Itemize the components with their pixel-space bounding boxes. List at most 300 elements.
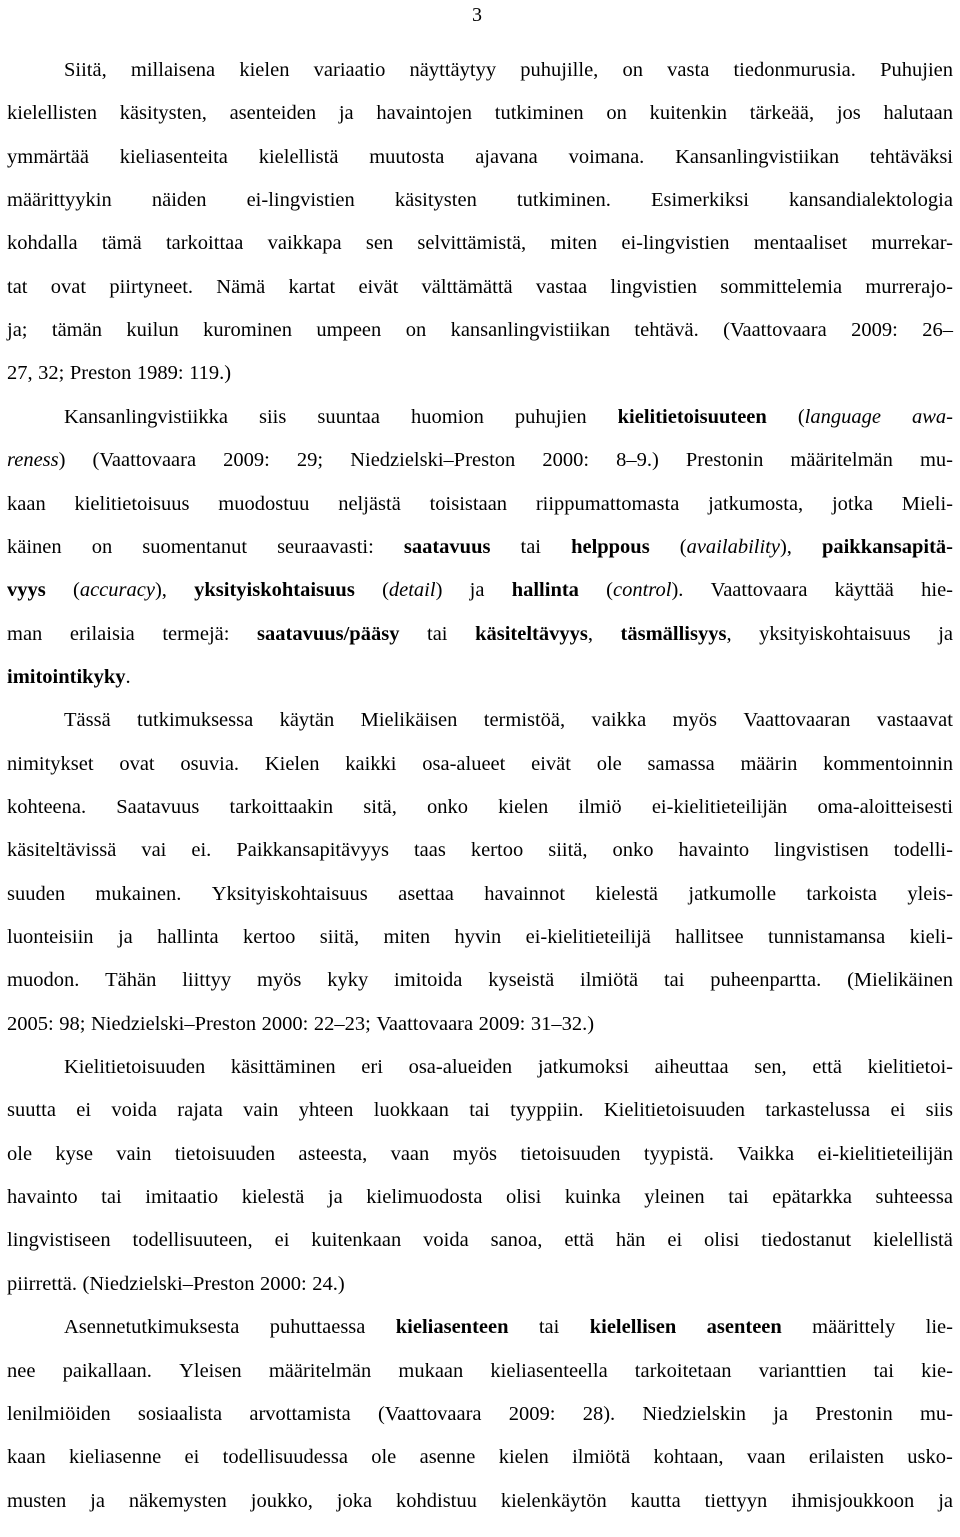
text-line: [7, 1226, 953, 1254]
word: imitaatio: [145, 1186, 219, 1209]
word: vastaavat: [876, 709, 953, 732]
word: eivät: [358, 275, 399, 298]
word: kie-: [921, 1359, 953, 1382]
word: Kielitietoisuuden: [64, 1056, 206, 1079]
word: termejä:: [162, 622, 230, 645]
text-line: [64, 706, 953, 734]
word: imitoida: [394, 969, 463, 992]
word: täsmällisyys,: [620, 622, 732, 645]
word: puhuttaessa: [269, 1316, 366, 1339]
word: (Vaattovaara: [723, 319, 827, 342]
word: tutkimuksessa: [137, 709, 254, 732]
word: oma-aloitteisesti: [817, 795, 953, 818]
text-line: [7, 793, 953, 821]
word: kielen: [498, 795, 549, 818]
word: voimana.: [568, 145, 645, 168]
word: kuinka: [564, 1186, 621, 1209]
word: (Niedzielski–Preston: [82, 1272, 255, 1295]
word: tarkoittaakin: [229, 795, 334, 818]
word: 29;: [296, 449, 324, 472]
word: tai: [520, 535, 542, 558]
page-number: 3: [472, 4, 482, 26]
word: määrittyykin: [7, 189, 112, 212]
word: onko: [612, 839, 654, 862]
word: reness): [7, 449, 66, 472]
word: 2000:: [260, 1272, 307, 1295]
word: osuvia.: [180, 752, 240, 775]
word: Kielen: [264, 752, 320, 775]
word: asteesta,: [298, 1142, 368, 1165]
word: Mieli-: [901, 492, 953, 515]
word: kielitietoi-: [867, 1056, 953, 1079]
word: yksityiskohtaisuus: [759, 622, 911, 645]
word: eivät: [531, 752, 571, 775]
word: vyys: [7, 579, 46, 602]
word: tutkiminen: [494, 102, 584, 125]
word: tietoisuuden: [520, 1142, 621, 1165]
word: ihmisjoukkoon: [791, 1489, 915, 1512]
word: ei.: [191, 839, 212, 862]
word: on: [91, 535, 113, 558]
text-line: [64, 56, 953, 84]
word: hallitsee: [675, 926, 744, 948]
word: luonteisiin: [7, 926, 94, 948]
word: Tässä: [64, 709, 111, 732]
word: jatkumoksi: [537, 1056, 629, 1079]
word: ovat: [119, 752, 155, 775]
text-line: [7, 1183, 953, 1211]
word: jatkumosta,: [708, 492, 804, 515]
word: kohteena.: [7, 795, 87, 818]
word: muodon.: [7, 969, 80, 992]
word: mukainen.: [95, 882, 182, 905]
word: käsiteltävissä: [7, 839, 117, 862]
word: ei-lingvistien: [621, 232, 730, 255]
word: 28).: [582, 1402, 616, 1425]
word: nimitykset: [7, 752, 94, 775]
word: vain: [116, 1142, 152, 1165]
word: Vaattovaara: [376, 1012, 474, 1035]
word: kuilun: [126, 319, 179, 342]
word: määrin: [740, 752, 798, 775]
word: tiedonmurusia.: [733, 59, 856, 81]
word: helppous: [571, 535, 650, 558]
word: ei-kielitieteilijän: [817, 1142, 953, 1165]
text-line: [7, 663, 953, 691]
word: kielellisten: [7, 102, 97, 125]
word: myös: [672, 709, 717, 732]
word: kielenkäytön: [500, 1489, 607, 1512]
word: arvottamista: [249, 1402, 351, 1425]
word: millaisena: [130, 59, 216, 81]
text-line: [7, 620, 953, 648]
text-line: [7, 1487, 953, 1515]
word: havainto: [678, 839, 750, 862]
word: ole: [596, 752, 622, 775]
word: tietoisuuden: [174, 1142, 276, 1165]
word: tiettyyn: [704, 1489, 768, 1512]
word: lie-: [925, 1316, 953, 1339]
word: musten: [7, 1489, 67, 1512]
word: jatkumolle: [688, 882, 777, 905]
word: kielitietoisuuteen: [617, 405, 767, 428]
word: kansandialektologia: [788, 189, 953, 212]
word: asenne: [419, 1446, 476, 1469]
word: Vaattovaaran: [743, 709, 851, 732]
word: hallinta: [511, 579, 579, 602]
word: havainto: [7, 1186, 78, 1209]
word: Niedzielski–Preston: [90, 1012, 257, 1035]
word: näiden: [151, 189, 207, 212]
word: 119.): [189, 362, 232, 385]
word: ovat: [50, 275, 87, 298]
word: vastaa: [535, 275, 588, 298]
word: hän: [615, 1229, 646, 1252]
word: toisistaan: [429, 492, 508, 515]
word: Yksityiskohtaisuus: [211, 882, 368, 905]
word: mu-: [919, 449, 953, 472]
word: Preston: [69, 362, 132, 385]
word: joukko,: [250, 1489, 313, 1512]
word: välttämättä: [421, 275, 513, 298]
word: 1989:: [136, 362, 184, 385]
word: Vaikka: [737, 1142, 795, 1165]
word: tarkastelussa: [765, 1099, 871, 1122]
word: kertoo: [243, 926, 296, 948]
word: Asennetutkimuksesta: [64, 1316, 240, 1339]
word: kaan: [7, 1446, 46, 1469]
word: kuitenkaan: [311, 1229, 402, 1252]
word: todellisuuteen,: [132, 1229, 253, 1252]
word: yhteen: [298, 1099, 354, 1122]
text-line: [7, 186, 953, 214]
word: tämä: [101, 232, 142, 255]
word: (language: [797, 405, 881, 428]
word: Yleisen: [179, 1359, 242, 1382]
word: paikkansapitä-: [821, 535, 953, 558]
word: yleinen: [644, 1186, 705, 1209]
word: on: [405, 319, 427, 342]
word: jotka: [831, 492, 873, 515]
word: kansanlingvistiikan: [450, 319, 611, 342]
text-line: [7, 1010, 953, 1038]
word: ja;: [7, 319, 28, 342]
text-line: [7, 533, 953, 561]
word: Vaattovaara: [710, 579, 808, 602]
word: Paikkansapitävyys: [236, 839, 389, 862]
word: Prestonin: [815, 1402, 893, 1425]
text-line: [7, 750, 953, 778]
word: asettaa: [398, 882, 454, 905]
word: suhteessa: [875, 1186, 953, 1209]
word: vai: [141, 839, 167, 862]
word: vaan: [390, 1142, 430, 1165]
word: tehtävä.: [634, 319, 699, 342]
text-line: [7, 1400, 953, 1428]
word: tai: [101, 1186, 122, 1209]
word: 22–23;: [313, 1012, 371, 1035]
word: kielellistä: [873, 1229, 953, 1252]
text-line: [7, 880, 953, 908]
word: eri: [361, 1056, 383, 1079]
word: kyse: [55, 1142, 93, 1165]
word: suomentanut: [142, 535, 248, 558]
word: lenilmiöiden: [7, 1402, 111, 1425]
word: määritelmän: [268, 1359, 372, 1382]
word: kertoo: [470, 839, 524, 862]
word: Puhujien: [880, 59, 953, 81]
word: ole: [7, 1142, 33, 1165]
word: luokkaan: [373, 1099, 449, 1122]
word: on: [622, 59, 643, 81]
text-line: [64, 1313, 953, 1341]
text-line: [7, 229, 953, 257]
word: kielitietoisuus: [74, 492, 190, 515]
word: suutta: [7, 1099, 56, 1122]
word: riippumattomasta: [535, 492, 680, 515]
word: tarkoitetaan: [634, 1359, 732, 1382]
word: (detail): [382, 579, 443, 602]
word: kieliasenteita: [119, 145, 228, 168]
word: kohdalla: [7, 232, 78, 255]
word: Siitä,: [64, 59, 107, 81]
word: kohtaan,: [653, 1446, 724, 1469]
word: 27,: [7, 362, 33, 385]
word: ei-kielitieteilijä: [525, 926, 651, 948]
word: variaatio: [313, 59, 386, 81]
word: vain: [243, 1099, 279, 1122]
word: tai: [427, 622, 448, 645]
word: ja: [338, 102, 354, 125]
word: joka: [336, 1489, 373, 1512]
word: liittyy: [182, 969, 232, 992]
word: suuden: [7, 882, 66, 905]
text-line: [7, 490, 953, 518]
word: (availability),: [679, 535, 792, 558]
word: siis: [258, 405, 287, 428]
word: 2005:: [7, 1012, 54, 1035]
word: että: [812, 1056, 842, 1079]
word: sosiaalista: [137, 1402, 223, 1425]
word: asenteen: [706, 1316, 782, 1339]
word: ei: [76, 1099, 92, 1122]
text-line: [7, 576, 953, 604]
word: kaan: [7, 492, 46, 515]
word: 2000:: [542, 449, 590, 472]
text-line: [7, 836, 953, 864]
word: 2009:: [508, 1402, 556, 1425]
word: sommittelemia: [720, 275, 843, 298]
word: Kansanlingvistiikan: [675, 145, 840, 168]
text-line: [7, 143, 953, 171]
word: lingvistiseen: [7, 1229, 111, 1252]
word: kartat: [288, 275, 336, 298]
word: sen: [365, 232, 394, 255]
word: tai: [469, 1099, 490, 1122]
word: ilmiö: [578, 795, 622, 818]
word: sanoa,: [490, 1229, 543, 1252]
word: man: [7, 622, 43, 645]
word: Kielitietoisuuden: [603, 1099, 746, 1122]
word: siis: [925, 1099, 953, 1122]
text-line: [7, 316, 953, 344]
word: havaintojen: [376, 102, 473, 125]
word: aiheuttaa: [654, 1056, 729, 1079]
word: onko: [427, 795, 469, 818]
word: kautta: [630, 1489, 681, 1512]
word: 2009:: [478, 1012, 526, 1035]
word: käsiteltävyys,: [475, 622, 593, 645]
word: Niedzielskin: [642, 1402, 746, 1425]
word: ei-lingvistien: [246, 189, 355, 212]
word: saatavuus/pääsy: [257, 622, 400, 645]
word: näkemysten: [128, 1489, 227, 1512]
word: jos: [836, 102, 861, 125]
word: kieliasenteella: [490, 1359, 608, 1382]
word: neljästä: [338, 492, 401, 515]
word: umpeen: [316, 319, 382, 342]
word: ja: [773, 1402, 789, 1425]
word: kielen: [498, 1446, 549, 1469]
word: ja: [117, 926, 133, 948]
word: erilaisten: [808, 1446, 884, 1469]
word: ja: [469, 579, 485, 602]
text-line: [7, 359, 953, 387]
word: lingvistien: [610, 275, 697, 298]
word: murrerajo-: [865, 275, 953, 298]
word: siitä,: [319, 926, 360, 948]
word: ole: [371, 1446, 397, 1469]
word: (Vaattovaara: [92, 449, 197, 472]
word: myös: [452, 1142, 498, 1165]
word: hie-: [921, 579, 953, 602]
word: kielimuodosta: [366, 1186, 483, 1209]
word: Niedzielski–Preston: [350, 449, 516, 472]
word: tat: [7, 275, 28, 298]
text-line: [7, 1140, 953, 1168]
word: kyky: [327, 969, 369, 992]
word: todelli-: [893, 839, 953, 862]
text-line: [64, 403, 953, 431]
word: Saatavuus: [116, 795, 200, 818]
word: puhujien: [514, 405, 587, 428]
word: kielen: [239, 59, 290, 81]
word: kyseistä: [488, 969, 555, 992]
word: käyttää: [834, 579, 894, 602]
word: näyttäytyy: [409, 59, 497, 81]
word: voida: [423, 1229, 469, 1252]
word: tarkoista: [806, 882, 878, 905]
word: tehtäväksi: [869, 145, 953, 168]
word: (Mielikäinen: [847, 969, 953, 992]
word: tai: [538, 1316, 560, 1339]
word: Kansanlingvistiikka: [64, 405, 228, 428]
word: tai: [663, 969, 685, 992]
word: suuntaa: [317, 405, 380, 428]
word: epätarkka: [772, 1186, 852, 1209]
word: piirrettä.: [7, 1272, 78, 1295]
text-line: [64, 1053, 953, 1081]
text-line: [7, 966, 953, 994]
word: 24.): [312, 1272, 345, 1295]
word: ymmärtää: [7, 145, 89, 168]
word: nee: [7, 1359, 36, 1382]
word: sen,: [754, 1056, 787, 1079]
word: halutaan: [883, 102, 953, 125]
word: voida: [111, 1099, 157, 1122]
word: miten: [383, 926, 431, 948]
word: kieliasenne: [69, 1446, 162, 1469]
word: sitä,: [363, 795, 397, 818]
word: kohdistuu: [396, 1489, 477, 1512]
word: (accuracy),: [72, 579, 167, 602]
word: ajavana: [475, 145, 538, 168]
word: muodostuu: [218, 492, 310, 515]
word: kielellisen: [589, 1316, 677, 1339]
word: osa-alueiden: [408, 1056, 513, 1079]
word: tunnistamansa: [767, 926, 886, 948]
text-line: [7, 1443, 953, 1471]
word: 98;: [59, 1012, 86, 1035]
word: Esimerkiksi: [650, 189, 749, 212]
text-line: [7, 446, 953, 474]
text-line: [7, 1096, 953, 1124]
word: tarkoittaa: [165, 232, 244, 255]
word: ja: [938, 622, 953, 645]
word: 8–9.): [616, 449, 659, 472]
word: käsitysten: [394, 189, 477, 212]
word: (Vaattovaara: [377, 1402, 482, 1425]
word: hyvin: [454, 926, 502, 948]
word: Mielikäisen: [360, 709, 458, 732]
word: kaikki: [345, 752, 397, 775]
word: olisi: [704, 1229, 740, 1252]
word: yleis-: [907, 882, 953, 905]
word: kommentoinnin: [823, 752, 953, 775]
word: mentaaliset: [753, 232, 848, 255]
word: käytän: [279, 709, 335, 732]
word: selvittämistä,: [417, 232, 527, 255]
word: saatavuus: [403, 535, 491, 558]
word: tärkeää,: [749, 102, 815, 125]
text-line: [7, 273, 953, 301]
word: todellisuudessa: [222, 1446, 348, 1469]
word: ja: [938, 1489, 953, 1512]
word: 32;: [38, 362, 65, 385]
word: varianttien: [758, 1359, 847, 1382]
word: käsittäminen: [230, 1056, 336, 1079]
word: siitä,: [548, 839, 588, 862]
word: yksityiskohtaisuus: [194, 579, 355, 602]
word: käsitysten,: [119, 102, 207, 125]
word: seuraavasti:: [277, 535, 374, 558]
word: hallinta: [157, 926, 219, 948]
word: asenteiden: [229, 102, 317, 125]
word: osa-alueet: [422, 752, 506, 775]
word: taas: [413, 839, 446, 862]
word: että: [564, 1229, 594, 1252]
word: vaikkapa: [267, 232, 342, 255]
word: tyypistä.: [643, 1142, 714, 1165]
word: kieli-: [909, 926, 953, 948]
word: mukaan: [398, 1359, 464, 1382]
word: 26–: [922, 319, 953, 342]
word: Tähän: [105, 969, 157, 992]
word: tämän: [51, 319, 102, 342]
word: huomion: [410, 405, 484, 428]
word: kurominen: [203, 319, 292, 342]
word: Nämä: [216, 275, 266, 298]
